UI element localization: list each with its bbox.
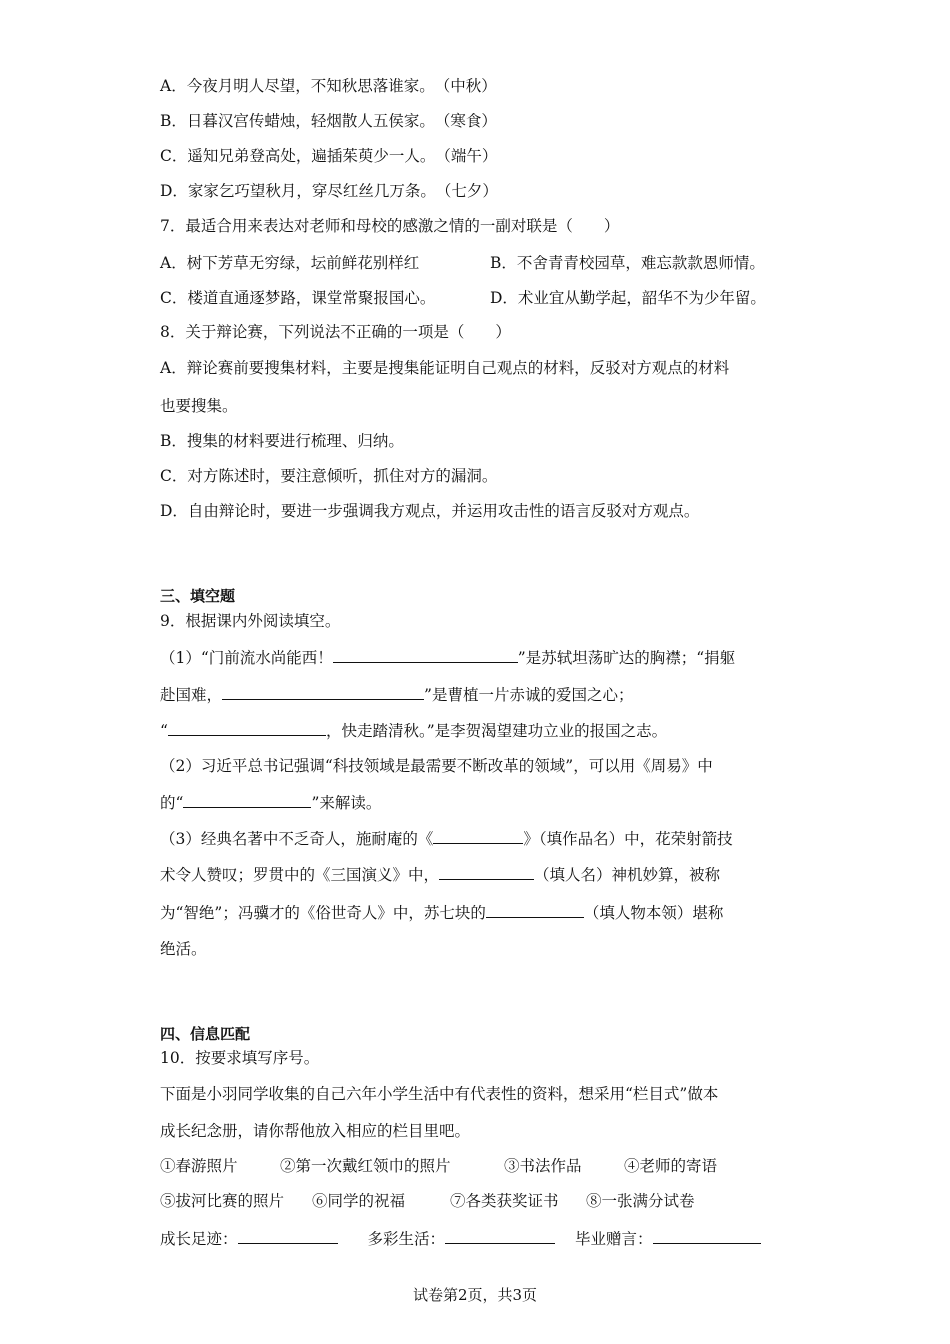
q10-item-1: ①春游照片 bbox=[160, 1157, 238, 1175]
q8-option-d: D．自由辩论时，要进一步强调我方观点，并运用攻击性的语言反驳对方观点。 bbox=[160, 502, 700, 520]
q9-part3-line3 bbox=[160, 902, 723, 923]
q9-text: 为“智绝”；冯骥才的《俗世奇人》中，苏七块的 bbox=[160, 904, 486, 922]
q9-part3-line4: 绝活。 bbox=[160, 940, 207, 958]
q8-stem: 8．关于辩论赛，下列说法不正确的一项是（ ） bbox=[160, 323, 511, 341]
q10-item-4: ④老师的寄语 bbox=[624, 1157, 718, 1175]
q9-part1-line3 bbox=[160, 720, 667, 741]
blank-q10-3[interactable] bbox=[653, 1228, 761, 1244]
q9-text: 赴国难， bbox=[160, 686, 223, 704]
section3-title: 三、填空题 bbox=[160, 587, 236, 605]
q6-option-c: C．遥知兄弟登高处，遍插茱萸少一人。 （端午） bbox=[160, 147, 498, 165]
q9-text: （1）“门前流水尚能西！ bbox=[160, 649, 333, 667]
q7-option-d: D．术业宜从勤学起，韶华不为少年留。 bbox=[490, 289, 766, 307]
q10-stem: 10．按要求填写序号。 bbox=[160, 1049, 320, 1067]
q9-part3-line1 bbox=[160, 828, 733, 849]
blank-q9-6[interactable] bbox=[439, 864, 534, 880]
q9-part2-line1: （2）习近平总书记强调“科技领域是最需要不断改革的领域”，可以用《周易》中 bbox=[160, 757, 713, 775]
blank-q10-2[interactable] bbox=[445, 1228, 555, 1244]
q9-part1-line1 bbox=[160, 647, 735, 668]
q8-option-b: B．搜集的材料要进行梳理、归纳。 bbox=[160, 432, 404, 450]
q9-text: “ bbox=[160, 722, 168, 740]
q6-option-d: D．家家乞巧望秋月，穿尽红丝几万条。 （七夕） bbox=[160, 182, 498, 200]
q10-items-row2 bbox=[160, 1191, 695, 1211]
blank-q9-7[interactable] bbox=[486, 902, 584, 918]
q10-intro-line1: 下面是小羽同学收集的自己六年小学生活中有代表性的资料，想采用“栏目式”做本 bbox=[160, 1085, 719, 1103]
q9-part1-line2 bbox=[160, 684, 633, 705]
blank-q10-1[interactable] bbox=[238, 1228, 338, 1244]
q10-intro-line2: 成长纪念册，请你帮他放入相应的栏目里吧。 bbox=[160, 1122, 471, 1140]
q9-text: ”来解读。 bbox=[311, 794, 382, 812]
q10-item-2: ②第一次戴红领巾的照片 bbox=[280, 1157, 451, 1175]
blank-q9-4[interactable] bbox=[183, 792, 311, 808]
q9-text: （填人物本领）堪称 bbox=[583, 904, 724, 922]
section4-title: 四、信息匹配 bbox=[160, 1025, 251, 1043]
q6-option-a: A．今夜月明人尽望，不知秋思落谁家。 （中秋） bbox=[160, 77, 497, 95]
blank-q9-5[interactable] bbox=[433, 828, 523, 844]
q9-text: 术令人赞叹；罗贯中的《三国演义》中， bbox=[160, 866, 440, 884]
page-footer: 试卷第2页，共3页 bbox=[412, 1286, 538, 1304]
q10-item-8: ⑧一张满分试卷 bbox=[586, 1192, 695, 1210]
q10-item-5: ⑤拔河比赛的照片 bbox=[160, 1192, 285, 1210]
q8-option-a-line1: A．辩论赛前要搜集材料，主要是搜集能证明自己观点的材料，反驳对方观点的材料 bbox=[160, 359, 730, 377]
blank-q9-1[interactable] bbox=[333, 647, 518, 663]
q9-text: （填人名）神机妙算，被称 bbox=[534, 866, 721, 884]
q10-category-2-label: 多彩生活： bbox=[367, 1230, 446, 1248]
q9-text: （3）经典名著中不乏奇人，施耐庵的《 bbox=[160, 830, 434, 848]
q9-part3-line2 bbox=[160, 864, 720, 885]
q7-option-b: B．不舍青青校园草，难忘款款恩师情。 bbox=[490, 254, 765, 272]
q7-option-a: A．树下芳草无穷绿，坛前鲜花别样红 bbox=[160, 254, 420, 272]
q7-option-c: C．楼道直通逐梦路，课堂常聚报国心。 bbox=[160, 289, 436, 307]
q10-item-3: ③书法作品 bbox=[504, 1157, 582, 1175]
q8-option-a-line2: 也要搜集。 bbox=[160, 397, 238, 415]
q7-stem: 7．最适合用来表达对老师和母校的感激之情的一副对联是（ ） bbox=[160, 217, 620, 235]
q9-text: 》（填作品名）中，花荣射箭技 bbox=[523, 830, 733, 848]
q8-option-c: C．对方陈述时，要注意倾听，抓住对方的漏洞。 bbox=[160, 467, 498, 485]
blank-q9-2[interactable] bbox=[222, 684, 424, 700]
blank-q9-3[interactable] bbox=[168, 720, 326, 736]
q6-option-b: B．日暮汉宫传蜡烛，轻烟散人五侯家。 （寒食） bbox=[160, 112, 497, 130]
q9-stem: 9．根据课内外阅读填空。 bbox=[160, 612, 341, 630]
q9-text: ，快走踏清秋。”是李贺渴望建功立业的报国之志。 bbox=[325, 722, 668, 740]
q10-categories bbox=[160, 1228, 761, 1249]
q10-item-7: ⑦各类获奖证书 bbox=[450, 1192, 559, 1210]
q9-text: ”是苏轼坦荡旷达的胸襟；“捐躯 bbox=[517, 649, 736, 667]
q9-part2-line2 bbox=[160, 792, 381, 813]
q9-text: 的“ bbox=[160, 794, 184, 812]
q10-category-3-label: 毕业赠言： bbox=[575, 1230, 653, 1248]
q9-text: ”是曹植一片赤诚的爱国之心； bbox=[424, 686, 634, 704]
q10-items-row1 bbox=[160, 1156, 717, 1176]
q10-item-6: ⑥同学的祝福 bbox=[312, 1192, 406, 1210]
q10-category-1-label: 成长足迹： bbox=[160, 1230, 238, 1248]
